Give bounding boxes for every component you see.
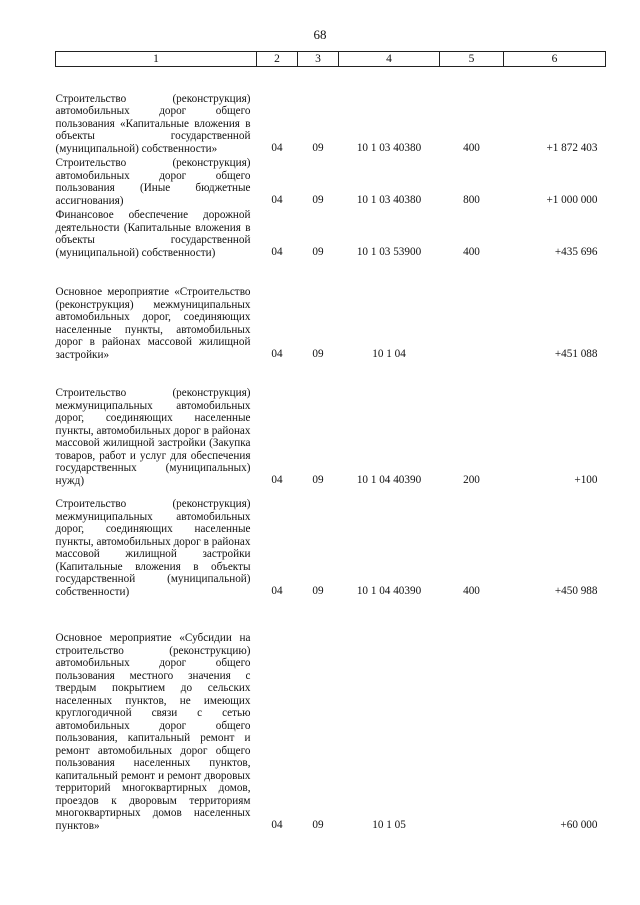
row-subsection: 09 [312,141,324,154]
column-header-1: 1 [56,52,257,67]
row-section: 04 [271,245,283,258]
row-subsection: 09 [312,818,324,831]
row-expense-type: 400 [463,141,480,154]
row-target-code: 10 1 04 [372,347,406,360]
row-subsection: 09 [312,473,324,486]
row-name: Основное мероприятие «Субсидии на строительство (реконструкцию) автомобильных дорог общего пользования местного значения с твердым покрытием до сельских населенных пунктов, не имеющих круглогодичной связи с сетью автомобильных дорог общего пользования, капитальный ремонт и ремонт автомобильных дорог общего пользования населенных пунктов, капитальный ремонт и ремонт дворовых территорий многоквартирных домов, проездов к дворовым территориям многоквартирных домов населенных пунктов» [55,632,251,832]
row-amount: +60 000 [560,818,598,831]
row-amount: +1 000 000 [546,193,598,206]
table-row [56,67,606,156]
row-section: 04 [271,141,283,154]
table-row [56,207,606,259]
row-target-code: 10 1 05 [372,818,406,831]
row-name: Строительство (реконструкция) межмуниципальных автомобильных дорог, соединяющих населенные пункты, автомобильных дорог в районах массовой жилищной застройки (Капитальные вложения в объекты государственной (муниципальной) собственности) [55,498,251,598]
row-expense-type [440,259,504,361]
column-header-5: 5 [440,52,504,67]
row-target-code: 10 1 03 53900 [356,245,422,258]
table-row [56,259,606,361]
row-expense-type: 400 [463,584,480,597]
row-subsection: 09 [312,193,324,206]
row-amount: +451 088 [554,347,598,360]
column-header-4: 4 [339,52,440,67]
row-amount: +450 988 [554,584,598,597]
row-target-code: 10 1 04 40390 [356,473,422,486]
row-section: 04 [271,584,283,597]
row-expense-type: 200 [463,473,480,486]
table-row [56,487,606,598]
row-name: Основное мероприятие «Строительство (реконструкция) межмуниципальных автомобильных дорог, соединяющих населенные пункты, автомобильных дорог в районах массовой жилищной застройки» [55,286,251,361]
row-amount: +435 696 [554,245,598,258]
row-expense-type: 400 [463,245,480,258]
row-section: 04 [271,193,283,206]
budget-table [55,51,606,832]
row-section: 04 [271,818,283,831]
row-subsection: 09 [312,245,324,258]
row-name: Строительство (реконструкция) автомобильных дорог общего пользования «Капитальные вложения в объекты государственной (муниципальной) собственности» [55,92,251,155]
table-row [56,361,606,487]
row-expense-type [440,598,504,832]
row-amount: +100 [574,473,598,486]
row-section: 04 [271,347,283,360]
row-name: Финансовое обеспечение дорожной деятельности (Капитальные вложения в объекты государственной (муниципальной) собственности) [55,209,251,259]
row-subsection: 09 [312,347,324,360]
row-expense-type: 800 [463,193,480,206]
row-target-code: 10 1 03 40380 [356,141,422,154]
column-header-6: 6 [504,52,606,67]
table-row [56,155,606,207]
row-subsection: 09 [312,584,324,597]
row-target-code: 10 1 03 40380 [356,193,422,206]
column-header-2: 2 [257,52,298,67]
row-name: Строительство (реконструкция) автомобильных дорог общего пользования (Иные бюджетные ассигнования) [55,157,251,207]
row-section: 04 [271,473,283,486]
row-amount: +1 872 403 [546,141,598,154]
row-name: Строительство (реконструкция) межмуниципальных автомобильных дорог, соединяющих населенные пункты, автомобильных дорог в районах массовой жилищной застройки (Закупка товаров, работ и услуг для обеспечения государственных (муниципальных) нужд) [55,387,251,487]
table-header [56,52,606,67]
page-number: 68 [313,27,327,42]
row-target-code: 10 1 04 40390 [356,584,422,597]
column-header-3: 3 [298,52,339,67]
table-row [56,598,606,832]
